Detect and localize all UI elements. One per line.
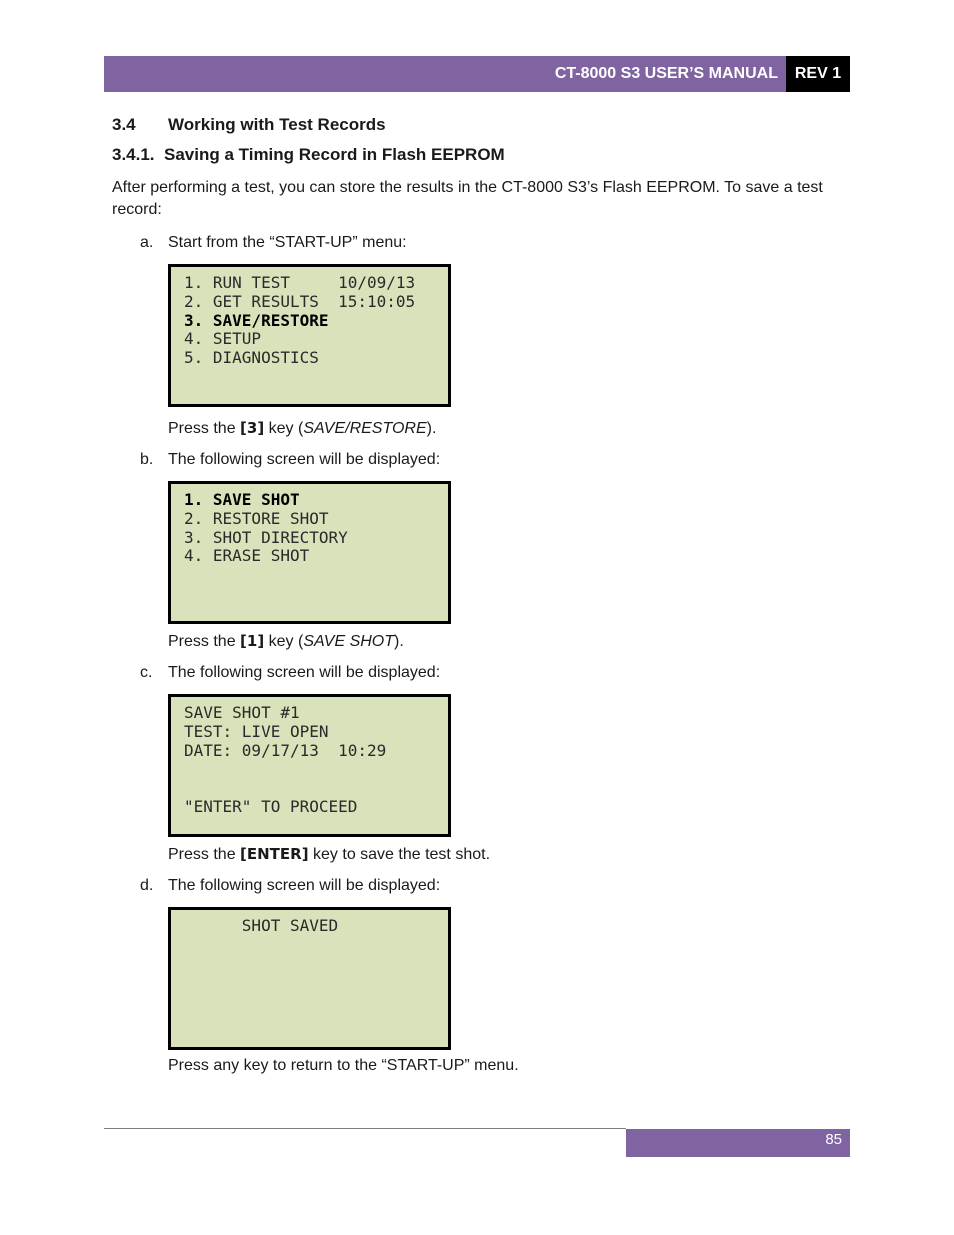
key-label: [ENTER] [240, 845, 309, 863]
step-letter: c. [140, 664, 153, 681]
instruction-text: ). [394, 633, 404, 650]
subsection-number: 3.4.1. [112, 145, 155, 164]
lcd-line: 5. DIAGNOSTICS [184, 348, 319, 367]
section-number: 3.4 [112, 115, 136, 134]
menu-option: SAVE SHOT [303, 633, 395, 650]
manual-title: CT-8000 S3 USER’S MANUAL [554, 65, 778, 82]
lcd-line: 3. SHOT DIRECTORY [184, 528, 348, 547]
step-letter: d. [140, 877, 154, 894]
lcd-line: 1. RUN TEST 10/09/13 [184, 273, 416, 292]
subsection-title: Saving a Timing Record in Flash EEPROM [164, 145, 505, 164]
step-a [140, 232, 407, 254]
instruction-text: Press the [168, 633, 241, 650]
lcd-screen-save-restore-menu [168, 481, 451, 624]
footer-bar [626, 1129, 850, 1157]
step-text: The following screen will be displayed: [168, 451, 441, 468]
instruction-text: key ( [264, 633, 304, 650]
instruction-c [168, 843, 490, 866]
step-b [140, 449, 440, 471]
step-c [140, 662, 440, 684]
instruction-b [168, 630, 404, 653]
key-label: [3] [240, 419, 265, 437]
lcd-line: "ENTER" TO PROCEED [184, 797, 358, 816]
lcd-line: 3. SAVE/RESTORE [184, 311, 329, 330]
instruction-d: Press any key to return to the “START-UP” menu. [168, 1057, 519, 1074]
intro-paragraph: After performing a test, you can store the results in the CT-8000 S3’s Flash EEPROM. To save a test record: [112, 179, 823, 218]
subsection-heading [112, 145, 505, 165]
instruction-text: ). [426, 420, 437, 437]
section-title: Working with Test Records [168, 115, 386, 134]
lcd-screen-shot-saved [168, 907, 451, 1050]
step-text: The following screen will be displayed: [168, 664, 441, 681]
lcd-line: 2. GET RESULTS 15:10:05 [184, 292, 416, 311]
instruction-text: key ( [264, 420, 304, 437]
instruction-text: key to save the test shot. [308, 846, 491, 863]
instruction-text: Press the [168, 420, 241, 437]
key-label: [1] [240, 632, 265, 650]
step-letter: b. [140, 451, 154, 468]
lcd-line: 4. ERASE SHOT [184, 546, 310, 565]
revision-badge: REV 1 [786, 56, 850, 92]
header-bar [104, 56, 786, 92]
instruction-a [168, 417, 436, 440]
step-text: The following screen will be displayed: [168, 877, 441, 894]
lcd-line: DATE: 09/17/13 10:29 [184, 741, 387, 760]
step-d [140, 875, 440, 897]
instruction-text: Press the [168, 846, 241, 863]
lcd-line: 2. RESTORE SHOT [184, 509, 329, 528]
lcd-screen-save-shot [168, 694, 451, 837]
lcd-line: 1. SAVE SHOT [184, 490, 300, 509]
step-text: Start from the “START-UP” menu: [168, 234, 407, 251]
section-heading [112, 115, 386, 135]
lcd-line: SHOT SAVED [184, 916, 339, 935]
lcd-line: TEST: LIVE OPEN [184, 722, 329, 741]
lcd-screen-startup-menu [168, 264, 451, 407]
footer-rule [104, 1128, 626, 1129]
page-number: 85 [825, 1131, 842, 1148]
menu-option: SAVE/RESTORE [303, 420, 427, 437]
lcd-line: SAVE SHOT #1 [184, 703, 300, 722]
step-letter: a. [140, 234, 154, 251]
lcd-line: 4. SETUP [184, 329, 262, 348]
